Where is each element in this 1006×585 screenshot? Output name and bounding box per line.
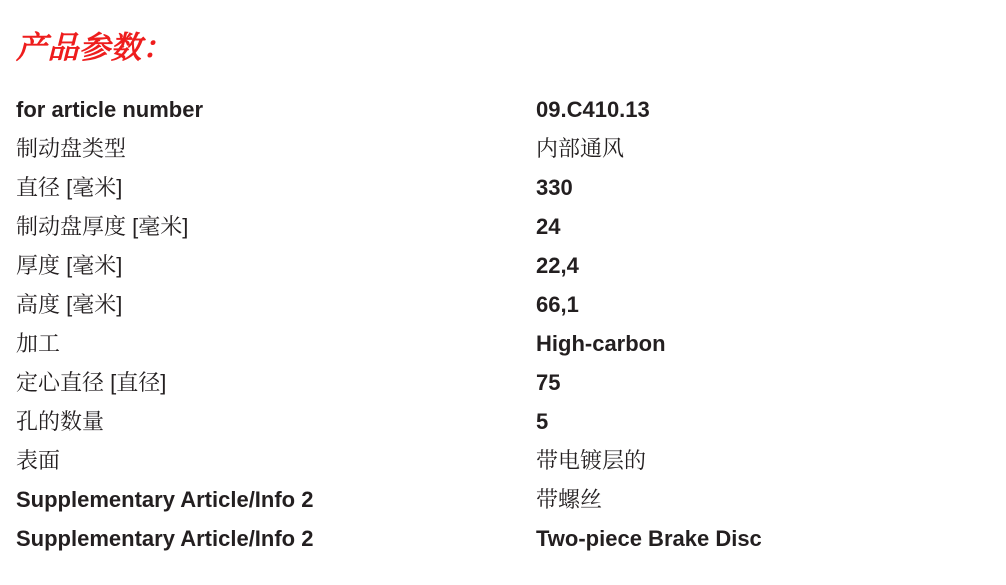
spec-label: 厚度 [毫米] — [16, 253, 123, 278]
table-row — [16, 90, 976, 129]
table-row — [16, 285, 976, 324]
spec-value: Two-piece Brake Disc — [536, 526, 762, 551]
table-row — [16, 441, 976, 480]
table-row — [16, 129, 976, 168]
spec-value: 24 — [536, 214, 561, 239]
spec-label: 高度 [毫米] — [16, 292, 123, 317]
spec-label: 制动盘类型 — [16, 136, 127, 161]
spec-value: 22,4 — [536, 253, 579, 278]
spec-label: Supplementary Article/Info 2 — [16, 487, 314, 512]
table-row — [16, 324, 976, 363]
spec-value: 5 — [536, 409, 549, 434]
spec-label: for article number — [16, 97, 204, 122]
table-row — [16, 168, 976, 207]
spec-value: 330 — [536, 175, 573, 200]
spec-value: 09.C410.13 — [536, 97, 650, 122]
spec-value: 66,1 — [536, 292, 579, 317]
spec-label: 制动盘厚度 [毫米] — [16, 214, 189, 239]
spec-label: 定心直径 [直径] — [16, 370, 167, 395]
specification-table-body — [16, 90, 976, 558]
table-row — [16, 519, 976, 558]
spec-value: 75 — [536, 370, 561, 395]
spec-value: High-carbon — [536, 331, 666, 356]
spec-label: 直径 [毫米] — [16, 175, 123, 200]
specification-table — [16, 90, 976, 558]
table-row — [16, 363, 976, 402]
spec-label: 加工 — [16, 331, 61, 356]
table-row — [16, 207, 976, 246]
spec-label: 表面 — [16, 448, 61, 473]
spec-label: 孔的数量 — [16, 409, 105, 434]
spec-label: Supplementary Article/Info 2 — [16, 526, 314, 551]
table-row — [16, 480, 976, 519]
table-row — [16, 246, 976, 285]
table-row — [16, 402, 976, 441]
spec-value: 带螺丝 — [536, 487, 603, 512]
page-title: 产品参数： — [16, 30, 174, 65]
spec-value: 带电镀层的 — [536, 448, 647, 473]
spec-value: 内部通风 — [536, 136, 625, 161]
